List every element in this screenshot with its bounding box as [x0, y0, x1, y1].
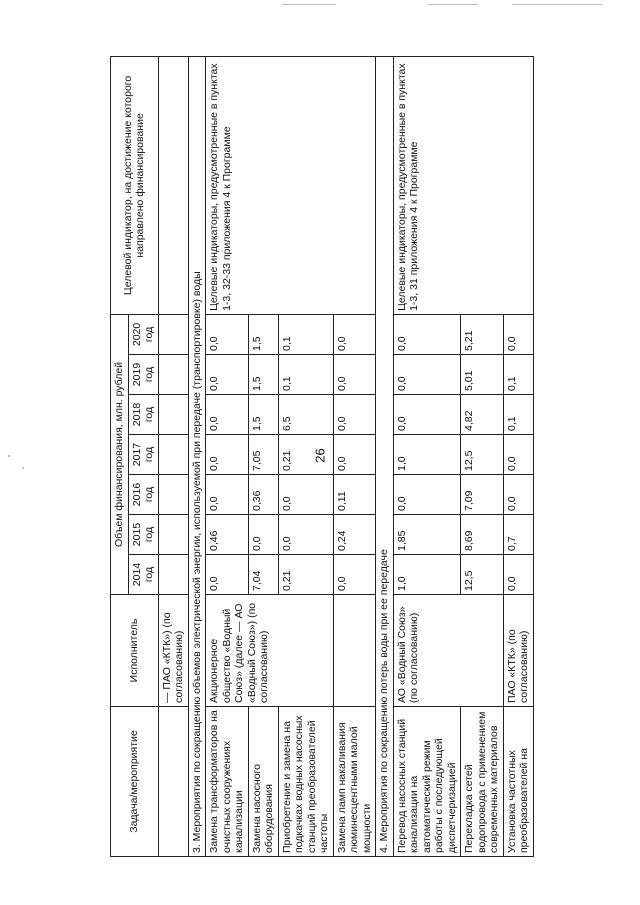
value-cell: 1,5 [248, 314, 278, 354]
value-cell: 0,1 [503, 395, 533, 435]
value-cell: 0,1 [503, 355, 533, 395]
value-cell: 6,5 [278, 395, 333, 435]
scan-artifact [428, 4, 478, 5]
value-cell: 0,0 [393, 355, 461, 395]
section-row [188, 56, 206, 856]
value-cell: 0,0 [206, 314, 249, 354]
indicator-cell: Целевые индикаторы, предусмотренные в пунктах 1-3, 31 приложения 4 к Программе [393, 56, 533, 314]
section-3-title: 3. Мероприятия по сокращению объемов электрической энергии, используемой при передаче (транспортировке) воды [188, 56, 206, 856]
value-cell: 1,5 [248, 395, 278, 435]
value-cell: 0,0 [393, 314, 461, 354]
executor-cell: Акционерное общество «Водный Союз» (далее — АО «Водный Союз») (по согласованию) [206, 595, 334, 707]
value-cell: 1,0 [393, 555, 461, 595]
executor-cell: — ПАО «КТК») (по согласованию) [158, 595, 188, 707]
value-cell: 0,21 [278, 555, 333, 595]
executor-cell: ПАО «КТК» (по согласованию) [503, 595, 533, 707]
header-year: 2017 год [128, 435, 158, 475]
task-cell: Замена трансформаторов на очистных сооружениях канализации [206, 707, 249, 857]
value-cell: 0,0 [333, 435, 376, 475]
header-task: Задача/мероприятие [111, 707, 159, 857]
value-cell: 0,0 [503, 555, 533, 595]
value-cell: 0,0 [333, 555, 376, 595]
value-cell: 0,0 [333, 355, 376, 395]
value-cell: 0,0 [278, 475, 333, 515]
task-cell: Замена насосного оборудования [248, 707, 278, 857]
value-cell: 0,0 [503, 475, 533, 515]
page-number: 26 [312, 448, 328, 463]
value-cell: 0,0 [206, 395, 249, 435]
task-cell [158, 707, 188, 857]
value-cell: 0,7 [503, 515, 533, 555]
task-cell: Перевод насосных станций канализации на автоматический режим работы с последующей диспетчеризацией [393, 707, 461, 857]
section-row [376, 56, 394, 856]
value-cell: 0,11 [333, 475, 376, 515]
value-cell: 12,5 [461, 555, 504, 595]
indicator-cell [158, 56, 188, 314]
header-executor: Исполнитель [111, 595, 159, 707]
value-cell: 0,0 [333, 395, 376, 435]
executor-cell [333, 595, 376, 707]
scan-dot [22, 467, 24, 469]
table-row [393, 56, 461, 856]
indicator-cell: Целевые индикаторы, предусмотренные в пунктах 1-3, 32-33 приложения 4 к Программе [206, 56, 376, 314]
value-cell: 0,0 [333, 314, 376, 354]
value-cell: 1,5 [248, 355, 278, 395]
header-year: 2015 год [128, 515, 158, 555]
table-row [206, 56, 249, 856]
table-row [158, 56, 188, 856]
value-cell: 1,85 [393, 515, 461, 555]
header-row [111, 56, 129, 856]
header-indicator: Целевой индикатор, на достижение которого направлено финансирование [111, 56, 159, 314]
scan-artifact [512, 4, 602, 5]
value-cell: 8,69 [461, 515, 504, 555]
value-cell: 0,46 [206, 515, 249, 555]
value-cell: 0,0 [206, 475, 249, 515]
value-cell: 0,36 [248, 475, 278, 515]
value-cell: 7,09 [461, 475, 504, 515]
executor-cell: АО «Водный Союз» (по согласованию) [393, 595, 503, 707]
value-cell: 0,0 [503, 435, 533, 475]
value-cell: 0,0 [278, 515, 333, 555]
value-cell: 0,1 [278, 314, 333, 354]
value-cell: 0,0 [206, 555, 249, 595]
value-cell: 0,0 [393, 395, 461, 435]
value-cell: 0,0 [503, 314, 533, 354]
header-year: 2016 год [128, 475, 158, 515]
value-cell: 12,5 [461, 435, 504, 475]
section-4-title: 4. Мероприятия по сокращению потерь воды при ее передаче [376, 56, 394, 856]
header-funding: Объем финансирования, млн. рублей [111, 314, 129, 594]
value-cell: 0,0 [206, 435, 249, 475]
value-cell: 7,04 [248, 555, 278, 595]
value-cell: 0,0 [393, 475, 461, 515]
value-cell: 0,1 [278, 355, 333, 395]
value-cell: 4,82 [461, 395, 504, 435]
value-cell: 7,05 [248, 435, 278, 475]
value-cell: 5,21 [461, 314, 504, 354]
scan-dot [8, 455, 10, 457]
value-cell: 0,0 [248, 515, 278, 555]
task-cell: Установка частотных преобразователей на [503, 707, 533, 857]
value-cell: 0,24 [333, 515, 376, 555]
header-year: 2020 год [128, 314, 158, 354]
header-year: 2019 год [128, 355, 158, 395]
value-cell: 0,0 [206, 355, 249, 395]
scan-artifact [282, 4, 336, 5]
value-cell: 0,21 [278, 435, 333, 475]
header-year: 2014 год [128, 555, 158, 595]
funding-table [110, 56, 534, 857]
task-cell: Замена ламп накаливания люминесцентными малой мощности [333, 707, 376, 857]
value-cell: 1,0 [393, 435, 461, 475]
task-cell: Приобретение и замена на подкачках водных насосных станций преобразователей частоты [278, 707, 333, 857]
task-cell: Перекладка сетей водопровода с применением современных материалов [461, 707, 504, 857]
rotated-table-container [110, 57, 630, 857]
header-year: 2018 год [128, 395, 158, 435]
value-cell: 5,01 [461, 355, 504, 395]
